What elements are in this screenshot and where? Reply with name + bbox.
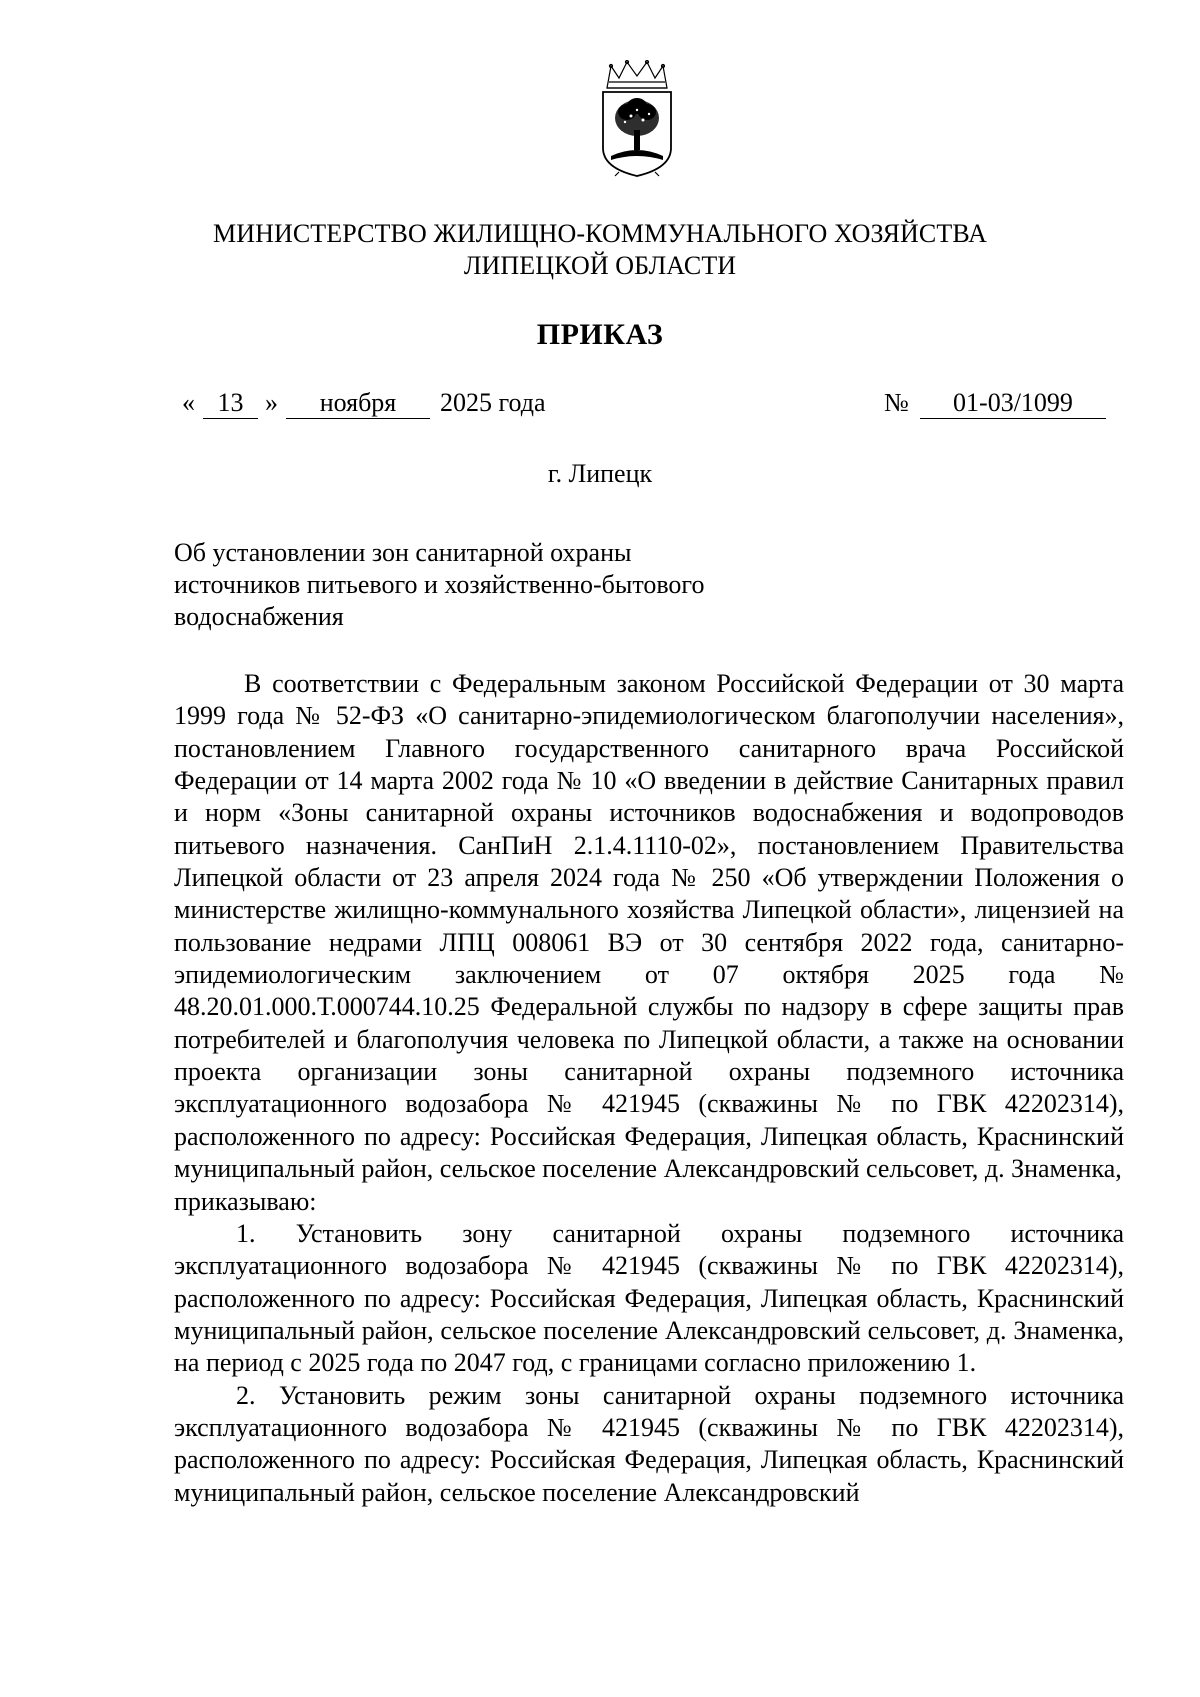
order-word: приказываю: [174,1186,317,1216]
ministry-header [0,218,1200,282]
order-body [174,668,1124,1509]
ministry-name-line2: ЛИПЕЦКОЙ ОБЛАСТИ [463,251,737,280]
order-item-1: 1. Установить зону санитарной охраны подземного источника эксплуатационного водозабора № 421945 (скважины № по ГВК 42202314), расположенного по адресу: Российская Федерация, Липецкая область, Краснинский муниципальный район, сельское поселение Александровский сельсовет, д. Знаменка, на период с 2025 года по 2047 год, с границами согласно приложению 1. [174,1218,1124,1378]
date-number-line [0,388,1200,424]
document-type-title: ПРИКАЗ [536,318,664,351]
number-sign: № [884,388,909,417]
subject-line3: водоснабжения [174,602,344,631]
subject-line1: Об установлении зон санитарной охраны [174,538,632,567]
order-number: 01-03/1099 [920,388,1106,419]
close-quote: » [265,388,278,417]
subject-line2: источников питьевого и хозяйственно-бытового [174,570,705,599]
date-day: 13 [203,388,258,419]
city-line: г. Липецк [547,459,653,488]
order-item-2: 2. Установить режим зоны санитарной охраны подземного источника эксплуатационного водозабора № 421945 (скважины № по ГВК 42202314), расположенного по адресу: Российская Федерация, Липецкая область, Краснинский муниципальный район, сельское поселение Александровский [174,1380,1124,1507]
preamble-paragraph: В соответствии с Федеральным законом Российской Федерации от 30 марта 1999 года № 52-ФЗ «О санитарно-эпидемиологическом благополучии населения», постановлением Главного государственного санитарного врача Российской Федерации от 14 марта 2002 года № 10 «О введении в действие Санитарных правил и норм «Зоны санитарной охраны источников водоснабжения и водопроводов питьевого назначения. СанПиН 2.1.4.1110-02», постановлением Правительства Липецкой области от 23 апреля 2024 года № 250 «Об утверждении Положения о министерстве жилищно-коммунального хозяйства Липецкой области», лицензией на пользование недрами ЛПЦ 008061 ВЭ от 30 сентября 2022 года, санитарно-эпидемиологическим заключением от 07 октября 2025 года № 48.20.01.000.Т.000744.10.25 Федеральной службы по надзору в сфере защиты прав потребителей и благополучия человека по Липецкой области, а также на основании проекта организации зоны санитарной охраны подземного источника эксплуатационного водозабора № 421945 (скважины № по ГВК 42202314), расположенного по адресу: Российская Федерация, Липецкая область, Краснинский муниципальный район, сельское поселение Александровский сельсовет, д. Знаменка, [174,669,1124,1184]
open-quote: « [182,388,195,417]
ministry-name-line1: МИНИСТЕРСТВО ЖИЛИЩНО-КОММУНАЛЬНОГО ХОЗЯЙСТВА [212,219,988,248]
coat-of-arms-emblem [597,60,677,180]
date-month: ноября [286,388,430,419]
order-subject [174,537,814,633]
date-year: 2025 года [440,388,546,417]
